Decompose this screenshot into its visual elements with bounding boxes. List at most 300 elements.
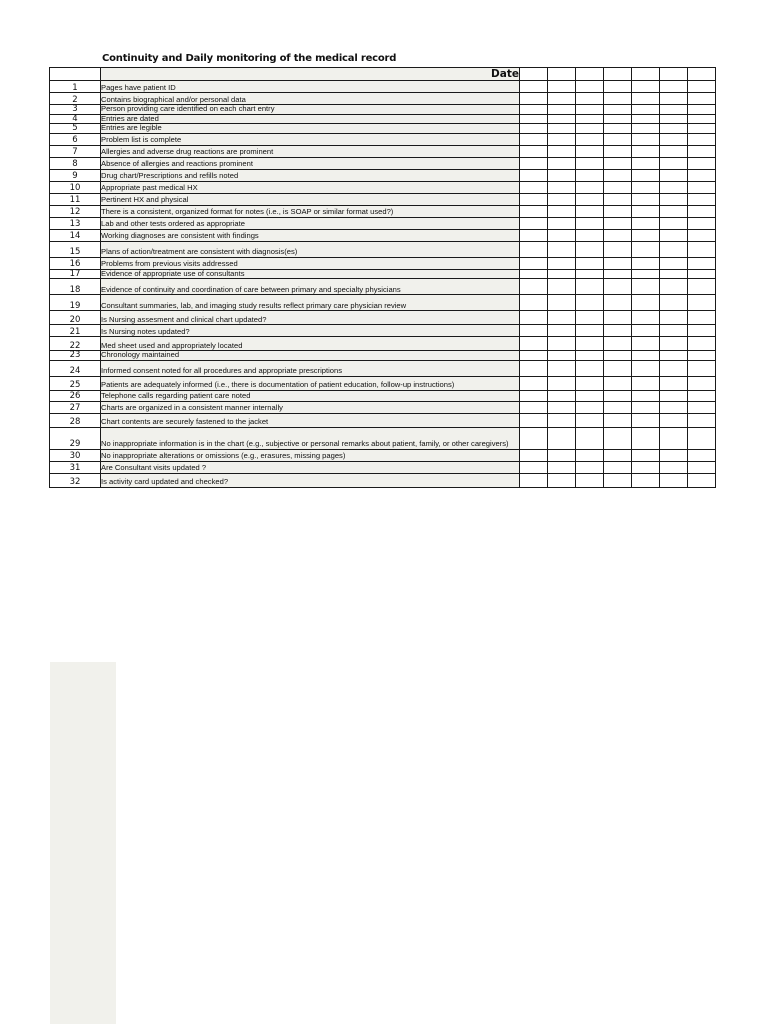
check-cell[interactable] (548, 269, 576, 279)
check-cell[interactable] (520, 473, 548, 487)
item-description: Entries are dated (101, 114, 520, 124)
check-cell[interactable] (520, 360, 548, 376)
check-cell[interactable] (604, 193, 632, 205)
check-cell[interactable] (660, 325, 688, 337)
check-cell[interactable] (520, 217, 548, 229)
check-cell[interactable] (632, 145, 660, 157)
check-cell[interactable] (520, 279, 548, 295)
check-cell[interactable] (632, 181, 660, 193)
check-cell[interactable] (520, 81, 548, 93)
item-number: 4 (50, 114, 101, 124)
item-description: Is Nursing notes updated? (101, 325, 520, 337)
check-cell[interactable] (520, 145, 548, 157)
check-cell[interactable] (604, 413, 632, 427)
check-cell[interactable] (660, 279, 688, 295)
item-number: 16 (50, 257, 101, 269)
check-cell[interactable] (604, 145, 632, 157)
check-cell[interactable] (520, 311, 548, 325)
checklist-row (50, 205, 716, 217)
check-cell[interactable] (632, 360, 660, 376)
item-description: Working diagnoses are consistent with findings (101, 229, 520, 241)
check-cell[interactable] (632, 461, 660, 473)
check-cell[interactable] (548, 157, 576, 169)
check-cell[interactable] (688, 461, 716, 473)
check-cell[interactable] (660, 257, 688, 269)
check-cell[interactable] (604, 114, 632, 124)
check-cell[interactable] (660, 133, 688, 145)
check-cell[interactable] (660, 114, 688, 124)
item-number: 18 (50, 279, 101, 295)
check-cell[interactable] (688, 325, 716, 337)
check-cell[interactable] (520, 257, 548, 269)
checklist-row (50, 449, 716, 461)
check-cell[interactable] (604, 93, 632, 105)
checklist-row (50, 279, 716, 295)
check-cell[interactable] (632, 427, 660, 449)
check-cell[interactable] (632, 269, 660, 279)
check-cell[interactable] (548, 205, 576, 217)
check-cell[interactable] (604, 217, 632, 229)
check-cell[interactable] (660, 169, 688, 181)
check-cell[interactable] (520, 205, 548, 217)
check-cell[interactable] (576, 401, 604, 413)
item-description: Entries are legible (101, 124, 520, 134)
item-description: Allergies and adverse drug reactions are prominent (101, 145, 520, 157)
sheet-title: Continuity and Daily monitoring of the medical record (102, 53, 397, 64)
checklist-row (50, 461, 716, 473)
check-cell[interactable] (632, 279, 660, 295)
item-number: 5 (50, 124, 101, 134)
check-cell[interactable] (632, 217, 660, 229)
checklist-row (50, 473, 716, 487)
check-cell[interactable] (632, 229, 660, 241)
item-description: Chart contents are securely fastened to the jacket (101, 413, 520, 427)
check-cell[interactable] (548, 461, 576, 473)
item-number: 31 (50, 461, 101, 473)
check-cell[interactable] (576, 81, 604, 93)
check-cell[interactable] (604, 461, 632, 473)
check-cell[interactable] (576, 217, 604, 229)
checklist-row (50, 311, 716, 325)
check-cell[interactable] (576, 157, 604, 169)
item-description: Problems from previous visits addressed (101, 257, 520, 269)
check-cell[interactable] (548, 413, 576, 427)
check-cell[interactable] (632, 376, 660, 390)
check-cell[interactable] (576, 169, 604, 181)
check-cell[interactable] (576, 257, 604, 269)
check-cell[interactable] (632, 205, 660, 217)
check-cell[interactable] (688, 205, 716, 217)
check-cell[interactable] (632, 133, 660, 145)
check-cell[interactable] (660, 217, 688, 229)
checklist-row (50, 325, 716, 337)
check-cell[interactable] (660, 376, 688, 390)
item-number: 22 (50, 337, 101, 351)
check-cell[interactable] (548, 124, 576, 134)
check-cell[interactable] (660, 157, 688, 169)
check-cell[interactable] (632, 351, 660, 361)
check-cell[interactable] (632, 325, 660, 337)
check-cell[interactable] (688, 181, 716, 193)
check-cell[interactable] (688, 217, 716, 229)
check-cell[interactable] (632, 337, 660, 351)
check-cell[interactable] (688, 229, 716, 241)
check-cell[interactable] (632, 311, 660, 325)
check-cell[interactable] (576, 229, 604, 241)
check-cell[interactable] (520, 133, 548, 145)
check-cell[interactable] (576, 105, 604, 115)
check-cell[interactable] (660, 360, 688, 376)
date-header-cell[interactable] (548, 68, 576, 81)
check-cell[interactable] (660, 269, 688, 279)
check-cell[interactable] (520, 114, 548, 124)
check-cell[interactable] (548, 217, 576, 229)
check-cell[interactable] (520, 295, 548, 311)
check-cell[interactable] (548, 376, 576, 390)
check-cell[interactable] (604, 229, 632, 241)
check-cell[interactable] (632, 390, 660, 401)
check-cell[interactable] (688, 351, 716, 361)
check-cell[interactable] (660, 295, 688, 311)
item-description: Consultant summaries, lab, and imaging study results reflect primary care physician review (101, 295, 520, 311)
check-cell[interactable] (604, 390, 632, 401)
check-cell[interactable] (688, 360, 716, 376)
check-cell[interactable] (576, 390, 604, 401)
check-cell[interactable] (632, 81, 660, 93)
check-cell[interactable] (660, 181, 688, 193)
check-cell[interactable] (604, 124, 632, 134)
check-cell[interactable] (688, 124, 716, 134)
item-number: 21 (50, 325, 101, 337)
check-cell[interactable] (604, 181, 632, 193)
check-cell[interactable] (660, 449, 688, 461)
check-cell[interactable] (632, 193, 660, 205)
check-cell[interactable] (548, 473, 576, 487)
check-cell[interactable] (548, 81, 576, 93)
check-cell[interactable] (632, 114, 660, 124)
check-cell[interactable] (576, 360, 604, 376)
check-cell[interactable] (688, 193, 716, 205)
check-cell[interactable] (548, 351, 576, 361)
check-cell[interactable] (604, 360, 632, 376)
check-cell[interactable] (548, 337, 576, 351)
check-cell[interactable] (520, 93, 548, 105)
item-description: There is a consistent, organized format for notes (i.e., is SOAP or similar format used?) (101, 205, 520, 217)
check-cell[interactable] (576, 427, 604, 449)
check-cell[interactable] (576, 205, 604, 217)
check-cell[interactable] (688, 269, 716, 279)
item-description: No inappropriate information is in the chart (e.g., subjective or personal remarks about patient, family, or other caregivers) (101, 427, 520, 449)
item-number: 30 (50, 449, 101, 461)
check-cell[interactable] (688, 473, 716, 487)
item-description: Person providing care identified on each chart entry (101, 105, 520, 115)
check-cell[interactable] (688, 390, 716, 401)
check-cell[interactable] (576, 376, 604, 390)
item-description: Informed consent noted for all procedures and appropriate prescriptions (101, 360, 520, 376)
check-cell[interactable] (520, 413, 548, 427)
check-cell[interactable] (660, 311, 688, 325)
check-cell[interactable] (660, 241, 688, 257)
check-cell[interactable] (520, 157, 548, 169)
checklist-table (49, 67, 716, 488)
check-cell[interactable] (604, 401, 632, 413)
check-cell[interactable] (660, 401, 688, 413)
check-cell[interactable] (660, 413, 688, 427)
check-cell[interactable] (520, 337, 548, 351)
date-header-cell[interactable] (660, 68, 688, 81)
date-header-cell[interactable] (632, 68, 660, 81)
check-cell[interactable] (604, 279, 632, 295)
check-cell[interactable] (576, 241, 604, 257)
date-header-cell[interactable] (520, 68, 548, 81)
check-cell[interactable] (520, 401, 548, 413)
check-cell[interactable] (548, 257, 576, 269)
item-number: 2 (50, 93, 101, 105)
check-cell[interactable] (660, 205, 688, 217)
check-cell[interactable] (576, 279, 604, 295)
item-number: 24 (50, 360, 101, 376)
checklist-row (50, 390, 716, 401)
check-cell[interactable] (604, 473, 632, 487)
checklist-row (50, 193, 716, 205)
checklist-row (50, 337, 716, 351)
check-cell[interactable] (688, 81, 716, 93)
check-cell[interactable] (576, 193, 604, 205)
check-cell[interactable] (632, 449, 660, 461)
check-cell[interactable] (604, 449, 632, 461)
item-description: No inappropriate alterations or omissions (e.g., erasures, missing pages) (101, 449, 520, 461)
check-cell[interactable] (548, 311, 576, 325)
item-number: 11 (50, 193, 101, 205)
item-description: Absence of allergies and reactions prominent (101, 157, 520, 169)
check-cell[interactable] (548, 449, 576, 461)
check-cell[interactable] (632, 241, 660, 257)
check-cell[interactable] (548, 279, 576, 295)
checklist-row (50, 257, 716, 269)
checklist-row (50, 124, 716, 134)
check-cell[interactable] (688, 133, 716, 145)
check-cell[interactable] (632, 257, 660, 269)
check-cell[interactable] (688, 157, 716, 169)
check-cell[interactable] (576, 351, 604, 361)
check-cell[interactable] (520, 325, 548, 337)
check-cell[interactable] (548, 169, 576, 181)
check-cell[interactable] (604, 169, 632, 181)
check-cell[interactable] (576, 449, 604, 461)
check-cell[interactable] (520, 181, 548, 193)
check-cell[interactable] (520, 449, 548, 461)
check-cell[interactable] (604, 337, 632, 351)
check-cell[interactable] (632, 124, 660, 134)
item-number: 15 (50, 241, 101, 257)
checklist-row (50, 229, 716, 241)
check-cell[interactable] (688, 401, 716, 413)
check-cell[interactable] (604, 205, 632, 217)
check-cell[interactable] (632, 105, 660, 115)
check-cell[interactable] (660, 193, 688, 205)
check-cell[interactable] (660, 124, 688, 134)
check-cell[interactable] (632, 473, 660, 487)
check-cell[interactable] (688, 427, 716, 449)
check-cell[interactable] (660, 145, 688, 157)
check-cell[interactable] (576, 114, 604, 124)
check-cell[interactable] (520, 241, 548, 257)
check-cell[interactable] (632, 157, 660, 169)
check-cell[interactable] (660, 337, 688, 351)
check-cell[interactable] (604, 241, 632, 257)
check-cell[interactable] (576, 311, 604, 325)
check-cell[interactable] (548, 401, 576, 413)
item-description: Pages have patient ID (101, 81, 520, 93)
check-cell[interactable] (660, 390, 688, 401)
check-cell[interactable] (632, 295, 660, 311)
check-cell[interactable] (688, 257, 716, 269)
check-cell[interactable] (548, 427, 576, 449)
check-cell[interactable] (548, 193, 576, 205)
check-cell[interactable] (660, 81, 688, 93)
check-cell[interactable] (576, 413, 604, 427)
item-number: 25 (50, 376, 101, 390)
item-description: Is activity card updated and checked? (101, 473, 520, 487)
item-number: 27 (50, 401, 101, 413)
check-cell[interactable] (548, 145, 576, 157)
item-number: 8 (50, 157, 101, 169)
check-cell[interactable] (576, 145, 604, 157)
date-header-cell[interactable] (576, 68, 604, 81)
check-cell[interactable] (576, 337, 604, 351)
check-cell[interactable] (576, 93, 604, 105)
check-cell[interactable] (660, 461, 688, 473)
item-number: 1 (50, 81, 101, 93)
checklist-row (50, 413, 716, 427)
checklist-row (50, 217, 716, 229)
check-cell[interactable] (520, 351, 548, 361)
check-cell[interactable] (520, 229, 548, 241)
check-cell[interactable] (520, 390, 548, 401)
item-description: Is Nursing assesment and clinical chart updated? (101, 311, 520, 325)
check-cell[interactable] (520, 269, 548, 279)
header-num-cell (50, 68, 101, 81)
check-cell[interactable] (604, 325, 632, 337)
check-cell[interactable] (576, 181, 604, 193)
check-cell[interactable] (520, 461, 548, 473)
check-cell[interactable] (604, 311, 632, 325)
check-cell[interactable] (520, 105, 548, 115)
check-cell[interactable] (688, 337, 716, 351)
check-cell[interactable] (660, 351, 688, 361)
check-cell[interactable] (548, 105, 576, 115)
item-description: Med sheet used and appropriately located (101, 337, 520, 351)
item-description: Plans of action/treatment are consistent with diagnosis(es) (101, 241, 520, 257)
check-cell[interactable] (548, 241, 576, 257)
item-description: Lab and other tests ordered as appropriate (101, 217, 520, 229)
check-cell[interactable] (576, 133, 604, 145)
check-cell[interactable] (576, 269, 604, 279)
checklist-row (50, 93, 716, 105)
date-header-cell[interactable] (688, 68, 716, 81)
check-cell[interactable] (604, 295, 632, 311)
check-cell[interactable] (632, 169, 660, 181)
check-cell[interactable] (548, 229, 576, 241)
checklist-row (50, 157, 716, 169)
check-cell[interactable] (688, 169, 716, 181)
check-cell[interactable] (548, 390, 576, 401)
check-cell[interactable] (632, 93, 660, 105)
check-cell[interactable] (688, 376, 716, 390)
check-cell[interactable] (604, 81, 632, 93)
check-cell[interactable] (548, 295, 576, 311)
check-cell[interactable] (548, 114, 576, 124)
check-cell[interactable] (604, 269, 632, 279)
check-cell[interactable] (548, 325, 576, 337)
check-cell[interactable] (520, 376, 548, 390)
check-cell[interactable] (688, 114, 716, 124)
check-cell[interactable] (576, 325, 604, 337)
check-cell[interactable] (548, 133, 576, 145)
check-cell[interactable] (604, 376, 632, 390)
item-number: 23 (50, 351, 101, 361)
item-description: Charts are organized in a consistent manner internally (101, 401, 520, 413)
check-cell[interactable] (632, 413, 660, 427)
check-cell[interactable] (688, 449, 716, 461)
check-cell[interactable] (604, 105, 632, 115)
date-header-cell[interactable] (604, 68, 632, 81)
checklist-row (50, 401, 716, 413)
check-cell[interactable] (576, 295, 604, 311)
check-cell[interactable] (604, 133, 632, 145)
date-header: Date (101, 68, 520, 81)
check-cell[interactable] (688, 413, 716, 427)
check-cell[interactable] (688, 279, 716, 295)
check-cell[interactable] (576, 473, 604, 487)
header-row (50, 68, 716, 81)
check-cell[interactable] (688, 105, 716, 115)
check-cell[interactable] (660, 105, 688, 115)
check-cell[interactable] (660, 473, 688, 487)
check-cell[interactable] (576, 124, 604, 134)
check-cell[interactable] (604, 157, 632, 169)
check-cell[interactable] (688, 145, 716, 157)
check-cell[interactable] (660, 229, 688, 241)
item-description: Chronology maintained (101, 351, 520, 361)
check-cell[interactable] (520, 169, 548, 181)
checklist-row (50, 427, 716, 449)
item-number: 26 (50, 390, 101, 401)
check-cell[interactable] (548, 181, 576, 193)
check-cell[interactable] (604, 257, 632, 269)
item-description: Problem list is complete (101, 133, 520, 145)
check-cell[interactable] (688, 241, 716, 257)
check-cell[interactable] (688, 93, 716, 105)
check-cell[interactable] (604, 427, 632, 449)
check-cell[interactable] (548, 360, 576, 376)
check-cell[interactable] (520, 427, 548, 449)
check-cell[interactable] (576, 461, 604, 473)
item-number: 10 (50, 181, 101, 193)
check-cell[interactable] (604, 351, 632, 361)
item-number: 14 (50, 229, 101, 241)
check-cell[interactable] (632, 401, 660, 413)
item-number: 29 (50, 427, 101, 449)
check-cell[interactable] (688, 311, 716, 325)
check-cell[interactable] (520, 193, 548, 205)
check-cell[interactable] (548, 93, 576, 105)
checklist-row (50, 351, 716, 361)
check-cell[interactable] (688, 295, 716, 311)
check-cell[interactable] (660, 427, 688, 449)
check-cell[interactable] (660, 93, 688, 105)
check-cell[interactable] (520, 124, 548, 134)
